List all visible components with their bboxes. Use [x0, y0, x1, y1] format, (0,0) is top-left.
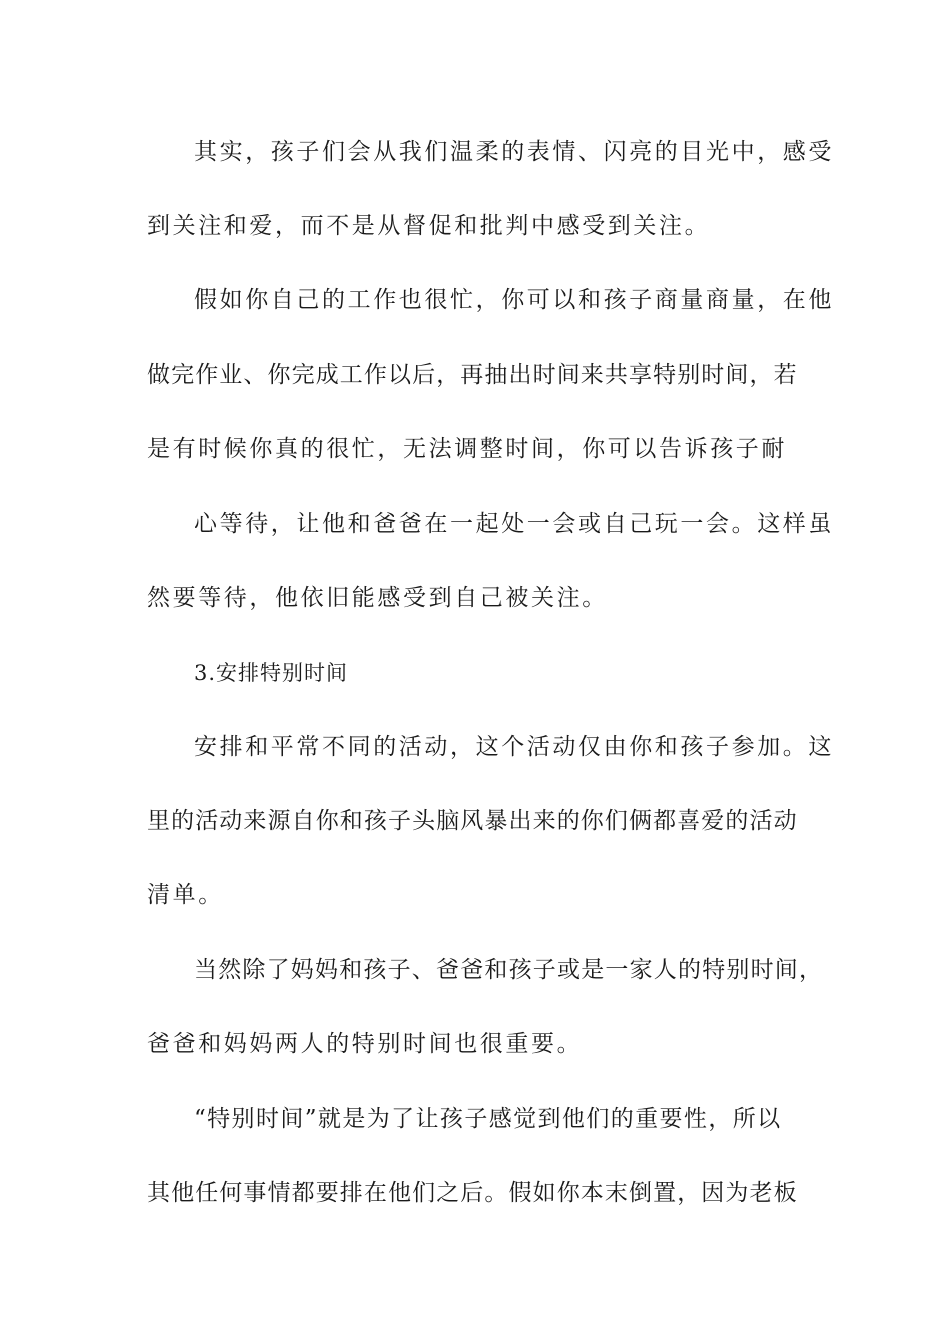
paragraph-line: “特别时间”就是为了让孩子感觉到他们的重要性，所以 — [194, 1106, 782, 1132]
paragraph-line: 当然除了妈妈和孩子、爸爸和孩子或是一家人的特别时间， — [194, 957, 824, 983]
paragraph-line: 清单。 — [147, 882, 224, 908]
paragraph-line: 心等待，让他和爸爸在一起处一会或自己玩一会。这样虽 — [194, 511, 834, 537]
paragraph-line: 是有时候你真的很忙，无法调整时间，你可以告诉孩子耐 — [147, 436, 787, 462]
paragraph-line: 然要等待，他依旧能感受到自己被关注。 — [147, 585, 608, 611]
paragraph-line: 做完作业、你完成工作以后，再抽出时间来共享特别时间，若 — [147, 362, 798, 388]
paragraph-line: 到关注和爱，而不是从督促和批判中感受到关注。 — [147, 213, 711, 239]
paragraph-line: 安排和平常不同的活动，这个活动仅由你和孩子参加。这 — [194, 734, 834, 760]
paragraph-line: 爸爸和妈妈两人的特别时间也很重要。 — [147, 1031, 583, 1057]
paragraph-line: 里的活动来源自你和孩子头脑风暴出来的你们俩都喜爱的活动 — [147, 808, 798, 834]
section-heading: 3.安排特别时间 — [194, 661, 349, 685]
paragraph-line: 其实，孩子们会从我们温柔的表情、闪亮的目光中，感受 — [194, 139, 834, 165]
paragraph-line: 其他任何事情都要排在他们之后。假如你本末倒置，因为老板 — [147, 1180, 798, 1206]
paragraph-line: 假如你自己的工作也很忙，你可以和孩子商量商量，在他 — [194, 287, 834, 313]
